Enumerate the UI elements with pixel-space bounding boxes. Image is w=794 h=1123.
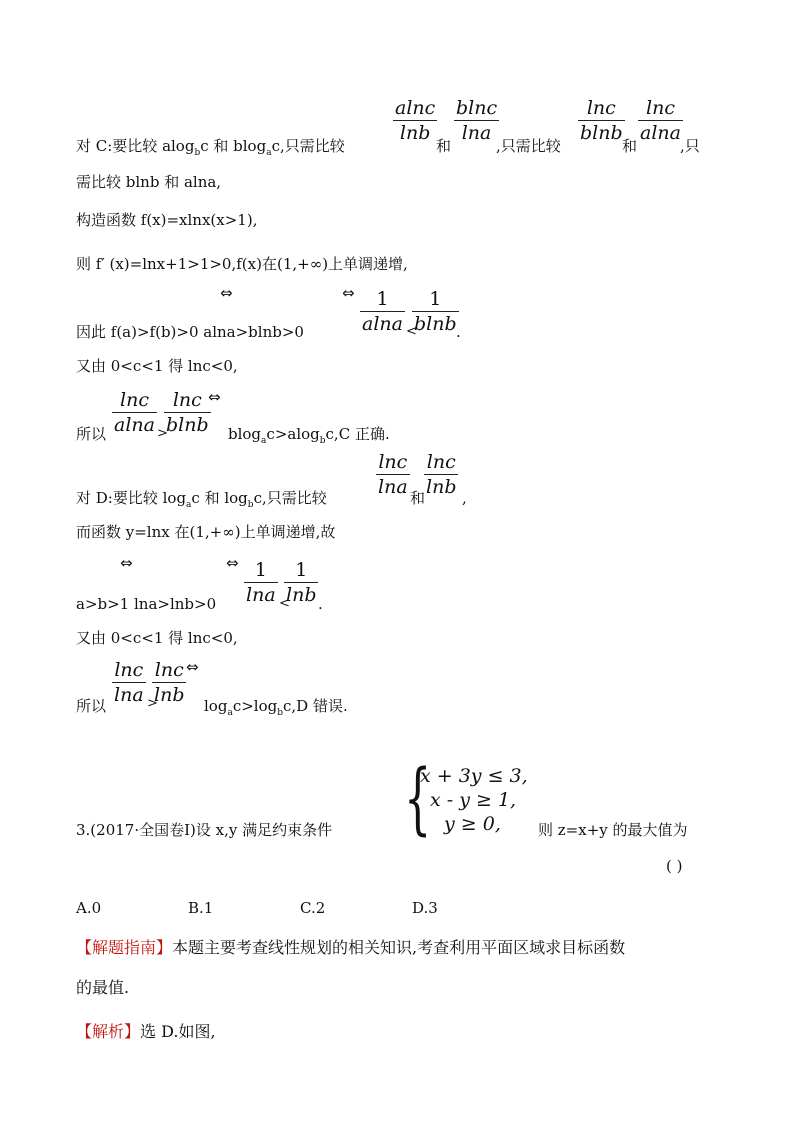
period: .	[318, 595, 323, 613]
numerator: lnc	[586, 97, 616, 119]
numerator: 1	[376, 288, 389, 310]
fraction-1-blnb	[412, 287, 459, 336]
iff-symbol: ⇔	[186, 658, 199, 676]
numerator: lnc	[378, 451, 408, 473]
fraction-lnc-lna	[112, 658, 146, 707]
iff-symbol: ⇔	[226, 554, 239, 572]
d-line-1: 对 D:要比较 $\log_ac$ 和 $\log_bc$,只需比较	[76, 489, 327, 510]
option-a: A.0	[76, 899, 102, 917]
denominator: lna	[246, 584, 276, 606]
d-line-3: a>b>1 lna>lnb>0	[76, 595, 217, 613]
analysis-label: 【解析】	[76, 1022, 141, 1041]
denominator: blnb	[166, 414, 209, 436]
denominator: blnb	[580, 122, 623, 144]
guide-label: 【解题指南】	[76, 938, 173, 957]
question-stem: 3.(2017·全国卷Ⅰ)设 x,y 满足约束条件	[76, 821, 333, 839]
he: 和	[410, 489, 426, 507]
c-line-6: 又由 0<c<1 得 lnc<0,	[76, 357, 238, 375]
denominator: alna	[640, 122, 681, 144]
c-line-1-end: ,只	[680, 137, 700, 155]
option-d: D.3	[412, 899, 438, 917]
c-line-5: 因此 f(a)>f(b)>0 alna>blnb>0	[76, 323, 304, 341]
fraction-lnc-lnb	[152, 658, 186, 707]
left-brace: {	[404, 754, 432, 844]
iff-symbol: ⇔	[208, 388, 221, 406]
fraction-lnc-lna	[376, 450, 410, 499]
less-than: <	[279, 596, 290, 611]
guide-line-2: 的最值.	[76, 978, 130, 997]
fraction-lnc-blnb	[164, 388, 211, 437]
numerator: 1	[254, 559, 267, 581]
numerator: blnc	[456, 97, 498, 119]
fraction-lnc-blnb	[578, 96, 625, 145]
greater-than: >	[157, 426, 168, 441]
option-b: B.1	[188, 899, 214, 917]
fraction-lnc-alna	[638, 96, 683, 145]
denominator: lnb	[154, 684, 185, 706]
fraction-lnc-alna	[112, 388, 157, 437]
d-line-5: $\log_ac>\log_bc,D$ 错误.	[204, 697, 348, 718]
fraction-1-lna	[244, 558, 278, 607]
fraction-lnc-lnb	[424, 450, 458, 499]
numerator: lnc	[646, 97, 675, 119]
c-line-1-mid: ,只需比较	[496, 137, 561, 155]
period: .	[456, 323, 461, 341]
numerator: lnc	[120, 389, 149, 411]
numerator: 1	[429, 288, 442, 310]
c-line-7-start: 所以	[76, 425, 107, 443]
guide-line-1: 【解题指南】本题主要考查线性规划的相关知识,考查利用平面区域求目标函数	[76, 938, 626, 957]
fraction-1-lnb	[284, 558, 318, 607]
d-line-2: 而函数 y=lnx 在(1,+∞)上单调递增,故	[76, 523, 336, 541]
option-c: C.2	[300, 899, 326, 917]
greater-than: >	[147, 696, 158, 711]
less-than: <	[406, 324, 417, 339]
constraint-3: y ≥ 0,	[444, 813, 501, 835]
c-line-7: blog$_a$c>alog$_b$c,C 正确.	[228, 425, 390, 446]
numerator: lnc	[172, 389, 202, 411]
denominator: lna	[461, 122, 492, 144]
d-line-4: 又由 0<c<1 得 lnc<0,	[76, 629, 238, 647]
denominator: lnb	[286, 584, 317, 606]
denominator: lnb	[399, 122, 431, 144]
c-line-3: 构造函数 f(x)=xlnx(x>1),	[76, 211, 258, 229]
fraction-alnc-lnb	[393, 96, 437, 145]
numerator: 1	[295, 559, 308, 581]
fraction-1-alna	[360, 287, 405, 336]
analysis-line: 【解析】选 D.如图,	[76, 1022, 216, 1041]
d-line-5-start: 所以	[76, 697, 107, 715]
denominator: lna	[114, 684, 144, 706]
iff-symbol: ⇔	[220, 284, 233, 302]
denominator: lnb	[426, 476, 457, 498]
c-line-2: 需比较 blnb 和 alna,	[76, 173, 222, 191]
constraint-1: x + 3y ≤ 3,	[420, 765, 528, 787]
c-line-4: 则 f′ (x)=lnx+1>1>0,f(x)在(1,+∞)上单调递增,	[76, 255, 408, 273]
iff-symbol: ⇔	[120, 554, 133, 572]
answer-parentheses: ( )	[666, 857, 683, 875]
he-2: 和	[622, 137, 638, 155]
denominator: alna	[362, 313, 403, 335]
numerator: lnc	[114, 659, 144, 681]
numerator: lnc	[426, 451, 456, 473]
comma: ,	[462, 489, 467, 507]
constraint-2: x - y ≥ 1,	[430, 789, 517, 811]
numerator: alnc	[395, 97, 436, 119]
question-tail: 则 z=x+y 的最大值为	[538, 821, 688, 839]
fraction-blnc-lna	[454, 96, 499, 145]
c-line-1: 对 C:要比较 alog$_b$c 和 blog$_a$c,只需比较	[76, 137, 345, 158]
he-1: 和	[436, 137, 452, 155]
iff-symbol: ⇔	[342, 284, 355, 302]
denominator: blnb	[414, 313, 457, 335]
denominator: alna	[114, 414, 155, 436]
denominator: lna	[378, 476, 408, 498]
numerator: lnc	[154, 659, 184, 681]
